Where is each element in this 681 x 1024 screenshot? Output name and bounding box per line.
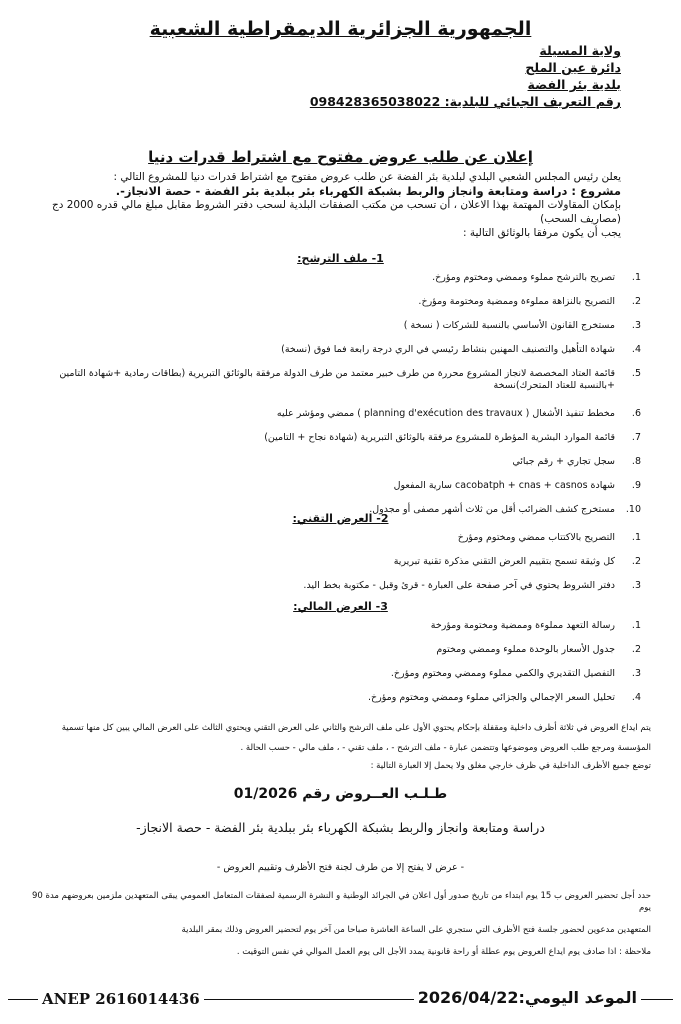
closing-paragraph (26, 890, 651, 958)
intro-line-1: يعلن رئيس المجلس الشعبي البلدي لبلدية بئر الفضة عن طلب عروض مفتوح مع اشتراط قدرات دنيا للمشروع التالي : (113, 171, 621, 183)
item-text: التفصيل التقديري والكمي مملوء وممضي ومختوم ومؤرخ. (390, 668, 615, 679)
intro-line-3: يجب أن يكون مرفقا بالوثائق التالية : (462, 227, 621, 239)
item-number: 8. (631, 456, 641, 467)
candidature-list (31, 272, 641, 528)
item-text: تحليل السعر الإجمالي والجزائي مملوء وممضي ومختوم ومؤرخ. (368, 692, 615, 703)
item-text: دفتر الشروط يحتوي في آخر صفحة على العبارة - قرئ وقبل - مكتوبة بخط اليد. (303, 580, 615, 591)
item-number: 2. (631, 644, 641, 655)
list-item (31, 432, 641, 456)
commune-line: بلدية بئر الفضة (527, 77, 621, 92)
item-number: 1. (631, 272, 641, 283)
list-item (31, 620, 641, 644)
item-number: 3. (631, 668, 641, 679)
anep-reference: ANEP 2616014436 (38, 990, 204, 1008)
item-text: شهادة التأهيل والتصنيف المهنين بنشاط رئيسي في الري درجة رابعة فما فوق (نسخة) (281, 344, 615, 355)
item-number: 4. (631, 344, 641, 355)
notice-intro (46, 170, 621, 240)
newspaper-date: الموعد اليومي:2026/04/22 (414, 988, 641, 1007)
list-item (31, 644, 641, 668)
item-number: 3. (631, 320, 641, 331)
item-number: 3. (631, 580, 641, 591)
section-title-financial: 3- العرض المالي: (293, 600, 388, 613)
item-text: مستخرج القانون الأساسي بالنسبة للشركات ( نسخة ) (403, 320, 615, 331)
item-number: 2. (631, 556, 641, 567)
intro-line-2: بإمكان المقاولات المهتمة بهذا الاعلان ، أن تسحب من مكتب الصفقات البلدية لسحب دفتر الشروط مقابل مبلغ مالي قدره 2000 دج (مصاريف السحب) (51, 199, 621, 225)
republic-title: الجمهورية الجزائرية الديمقراطية الشعبية (149, 18, 532, 40)
item-text: قائمة العتاد المخصصة لانجاز المشروع محررة من طرف خبير معتمد من طرف الدولة مرفقة بالوثائق التبريرية (بطاقات رمادية +شهادة التامين +بالنسبة للعتاد المتحرك)نسخة (59, 368, 615, 391)
list-item (31, 532, 641, 556)
item-text: شهادة cacobatph + cnas + casnos سارية المفعول (393, 480, 615, 491)
opening-session-text: المتعهدين مدعوين لحضور جلسة فتح الأظرف التي ستجري على الساعة العاشرة صباحا من آخر يوم لتحضير العروض وذلك بمقر البلدية (181, 925, 651, 935)
item-text: سجل تجاري + رقم جبائي (512, 456, 615, 467)
list-item (31, 272, 641, 296)
section-title-technical: 2- العرض التقني: (292, 512, 389, 525)
item-number: 1. (631, 620, 641, 631)
project-line: مشروع : دراسة ومتابعة وانجاز والربط بشبكة الكهرباء بئر ببلدية بئر الفضة - حصة الانجاز-. (115, 184, 621, 198)
item-text: التصريح بالاكتتاب ممضي ومختوم ومؤرخ (457, 532, 615, 543)
item-number: 5. (631, 368, 641, 379)
item-number: 10. (625, 504, 641, 515)
item-text: مخطط تنفيذ الأشغال ( planning d'exécution des travaux ) ممضي ومؤشر عليه (276, 408, 615, 419)
list-item (31, 668, 641, 692)
tender-subject: دراسة ومتابعة وانجاز والربط بشبكة الكهرباء بئر ببلدية بئر الفضة - حصة الانجاز- (136, 820, 545, 835)
list-item (31, 556, 641, 580)
list-item (31, 692, 641, 716)
item-number: 2. (631, 296, 641, 307)
envelope-note: - عرض لا يفتح إلا من طرف لجنة فتح الأظرف وتقييم العروض - (216, 862, 465, 873)
section-title-candidature: 1- ملف الترشح: (297, 252, 384, 265)
list-item (31, 480, 641, 504)
item-number: 1. (631, 532, 641, 543)
item-number: 7. (631, 432, 641, 443)
financial-list (31, 620, 641, 716)
item-text: مستخرج كشف الضرائب أقل من ثلاث أشهر مصفى أو مجدول. (369, 504, 615, 515)
item-text: جدول الأسعار بالوحدة مملوء وممضي ومختوم (436, 644, 615, 655)
administration-block (261, 42, 621, 110)
list-item (31, 344, 641, 368)
technical-list (31, 532, 641, 604)
item-text: كل وثيقة تسمح بتقييم العرض التقني مذكرة تقنية تبريرية (393, 556, 615, 567)
deposit-paragraph (26, 718, 651, 772)
list-item (31, 408, 641, 432)
item-text: التصريح بالنزاهة مملوءة وممضية ومختومة ومؤرخ. (418, 296, 615, 307)
remark-text: ملاحظة : اذا صادف يوم ايداع العروض يوم عطلة أو راحة قانونية يمدد الأجل الى يوم العمل الموالي في نفس التوقيت . (236, 947, 651, 957)
item-number: 6. (631, 408, 641, 419)
deadline-text: حدد أجل تحضير العروض ب 15 يوم ابتداء من تاريخ صدور أول اعلان في الجرائد الوطنية و النشرة الرسمية لصفقات المتعامل العمومي يبقى المتعهدين ملزمين بعروضهم مدة 90 يوم (31, 891, 651, 913)
daira-line: دائرة عين الملح (525, 60, 621, 75)
deposit-text-1: يتم ايداع العروض في ثلاثة أظرف داخلية ومقفلة بإحكام يحتوي الأول على ملف الترشح والثاني على العرض التقني ويحتوي الثالث على العرض المالي يبين كل منها تسمية المؤسسة ومرجع طلب العروض وموضوعها وتتضمن عبارة - ملف الترشح - ، ملف تقني - ، ملف مالي - حسب الحالة . (61, 723, 651, 753)
list-item (31, 296, 641, 320)
list-item (31, 320, 641, 344)
item-text: قائمة الموارد البشرية المؤطرة للمشروع مرفقة بالوثائق التبريرية (شهادة نجاح + التامين) (264, 432, 615, 443)
item-number: 4. (631, 692, 641, 703)
wilaya-line: ولاية المسيلة (539, 43, 621, 58)
item-number: 9. (631, 480, 641, 491)
tender-number-title: طـلـب العــروض رقم 01/2026 (233, 786, 448, 802)
notice-title: إعلان عن طلب عروض مفتوح مع اشتراط قدرات دنيا (148, 148, 533, 166)
item-text: تصريح بالترشح مملوء وممضي ومختوم ومؤرخ. (432, 272, 615, 283)
tax-id-line: رقم التعريف الجبائي للبلدية: 098428365038022 (309, 94, 621, 109)
item-text: رسالة التعهد مملوءة وممضية ومختومة ومؤرخة (430, 620, 615, 631)
deposit-text-2: توضع جميع الأظرف الداخلية في ظرف خارجي مغلق ولا يحمل إلا العبارة التالية : (370, 761, 651, 771)
list-item (31, 456, 641, 480)
list-item (31, 368, 641, 408)
